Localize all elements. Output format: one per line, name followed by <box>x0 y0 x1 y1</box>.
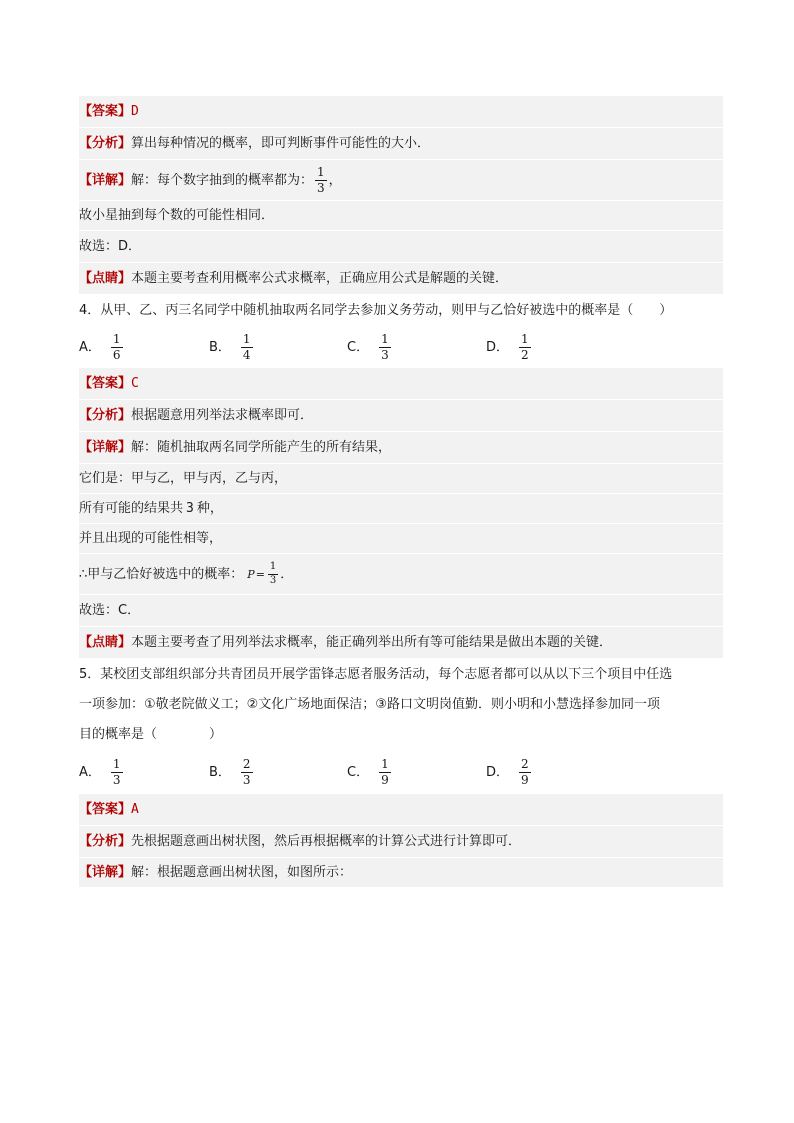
q3-detail-suffix: ， <box>328 172 342 188</box>
fraction-denominator: 3 <box>269 574 277 586</box>
q5-stem-line1 <box>79 661 723 687</box>
analysis-tag: 【分析】 <box>79 834 132 849</box>
q5-stem-text-3: 目的概率是（ ） <box>79 726 223 742</box>
q3-comment-text: 本题主要考查利用概率公式求概率，正确应用公式是解题的关键． <box>131 271 509 286</box>
fraction-numerator: 1 <box>268 562 278 575</box>
fraction-denominator: 3 <box>242 772 251 787</box>
answer-tag: 【答案】 <box>79 104 132 119</box>
q4-choose-row <box>79 595 723 626</box>
fraction-numerator: 1 <box>381 331 389 346</box>
q5-options <box>79 752 723 792</box>
q5-stem-text-1: 5．某校团支部组织部分共青团员开展学雷锋志愿者服务活动，每个志愿者都可以从以下三个项目中任选 <box>79 666 673 682</box>
option-label: C． <box>347 764 370 780</box>
detail-tag: 【详解】 <box>79 172 132 188</box>
q3-detail-fraction <box>315 166 327 194</box>
q5-option-c[interactable] <box>347 758 393 786</box>
q4-option-c[interactable] <box>347 333 393 361</box>
comment-tag: 【点睛】 <box>79 635 132 650</box>
fraction-numerator: 1 <box>521 331 529 346</box>
q5-detail-row <box>79 858 723 887</box>
q4-comment-text: 本题主要考查了用列举法求概率，能正确列举出所有等可能结果是做出本题的关键． <box>131 635 613 650</box>
q3-analysis-row <box>79 128 723 159</box>
q3-detail-line2 <box>79 201 723 230</box>
q4-count-number: 3 <box>186 501 194 516</box>
option-label: B． <box>209 764 231 780</box>
q4-answer-value: C <box>131 376 139 391</box>
q4-options <box>79 327 723 367</box>
q4-probability-fraction <box>268 562 278 586</box>
q3-choose-text: 故选：D． <box>79 239 142 254</box>
q5-option-b[interactable] <box>209 758 255 786</box>
fraction-numerator: 1 <box>242 331 251 346</box>
fraction-numerator: 2 <box>521 756 529 771</box>
fraction-denominator: 3 <box>381 347 389 362</box>
fraction-numerator: 1 <box>317 164 325 179</box>
q4-option-d[interactable] <box>486 333 533 361</box>
option-label: A． <box>79 764 101 780</box>
fraction-numerator: 1 <box>381 756 389 771</box>
q4-probability-suffix: ． <box>280 566 294 582</box>
fraction-denominator: 3 <box>317 180 325 195</box>
q5-answer-value: A <box>131 802 139 817</box>
option-label: D． <box>486 339 510 355</box>
analysis-tag: 【分析】 <box>79 408 132 423</box>
fraction-denominator: 9 <box>521 772 529 787</box>
option-label: A． <box>79 339 101 355</box>
answer-tag: 【答案】 <box>79 376 132 391</box>
q3-detail-row <box>79 160 723 200</box>
q4-option-a[interactable] <box>79 333 125 361</box>
q3-choose-row <box>79 231 723 262</box>
fraction-numerator: 1 <box>112 756 121 771</box>
q4-probability-text: ∴甲与乙恰好被选中的概率： <box>79 566 244 582</box>
q4-count-prefix: 所有可能的结果共 <box>79 501 184 516</box>
option-label: D． <box>486 764 510 780</box>
fraction-denominator: 3 <box>112 772 121 787</box>
q4-comment-row <box>79 627 723 658</box>
q4-detail-line3 <box>79 494 723 523</box>
q3-comment-row <box>79 263 723 294</box>
q5-analysis-text: 先根据题意画出树状图，然后再根据概率的计算公式进行计算即可． <box>131 834 522 849</box>
detail-tag: 【详解】 <box>79 865 132 880</box>
fraction-denominator: 4 <box>242 347 251 362</box>
q5-analysis-row <box>79 826 723 857</box>
answer-tag: 【答案】 <box>79 802 132 817</box>
option-label: B． <box>209 339 231 355</box>
fraction-denominator: 2 <box>521 347 529 362</box>
q3-detail-text: 解：每个数字抽到的概率都为： <box>131 172 314 188</box>
fraction-numerator: 2 <box>242 756 251 771</box>
q3-analysis-text: 算出每种情况的概率，即可判断事件可能性的大小． <box>131 136 431 151</box>
q4-option-b[interactable] <box>209 333 255 361</box>
fraction-denominator: 9 <box>381 772 389 787</box>
q5-option-a[interactable] <box>79 758 125 786</box>
q5-stem-text-2: 一项参加：①敬老院做义工；②文化广场地面保洁；③路口文明岗值勤．则小明和小慧选择参加同一项 <box>79 696 660 712</box>
q3-conclusion-text: 故小星抽到每个数的可能性相同． <box>79 208 275 223</box>
probability-variable: P <box>247 567 255 581</box>
comment-tag: 【点睛】 <box>79 271 132 286</box>
option-label: C． <box>347 339 370 355</box>
q5-stem-line2 <box>79 691 723 717</box>
fraction-numerator: 1 <box>112 331 121 346</box>
equals-sign: = <box>255 567 265 581</box>
q3-answer-value: D <box>131 104 139 119</box>
q4-choose-text: 故选：C． <box>79 603 141 618</box>
q5-detail-text: 解：根据题意画出树状图，如图所示： <box>131 865 353 880</box>
detail-tag: 【详解】 <box>79 440 132 455</box>
q4-equal-text: 并且出现的可能性相等， <box>79 531 223 546</box>
q4-stem <box>79 297 723 323</box>
q5-option-d[interactable] <box>486 758 533 786</box>
q4-detail-row <box>79 432 723 463</box>
q4-count-suffix: 种， <box>196 501 223 516</box>
q4-detail-text: 解：随机抽取两名同学所能产生的所有结果， <box>131 440 392 455</box>
q4-analysis-row <box>79 400 723 431</box>
q4-outcomes-text: 它们是：甲与乙，甲与丙，乙与丙， <box>79 471 288 486</box>
q4-stem-text: 4．从甲、乙、丙三名同学中随机抽取两名同学去参加义务劳动，则甲与乙恰好被选中的概率是（ ） <box>79 302 673 318</box>
q4-detail-line5 <box>79 554 723 594</box>
q4-detail-line2 <box>79 464 723 493</box>
q3-answer-row <box>79 96 723 127</box>
q4-answer-row <box>79 368 723 399</box>
q4-analysis-text: 根据题意用列举法求概率即可． <box>131 408 314 423</box>
q5-answer-row <box>79 794 723 825</box>
q5-stem-line3 <box>79 721 723 747</box>
q4-detail-line4 <box>79 524 723 553</box>
fraction-denominator: 6 <box>112 347 121 362</box>
analysis-tag: 【分析】 <box>79 136 132 151</box>
